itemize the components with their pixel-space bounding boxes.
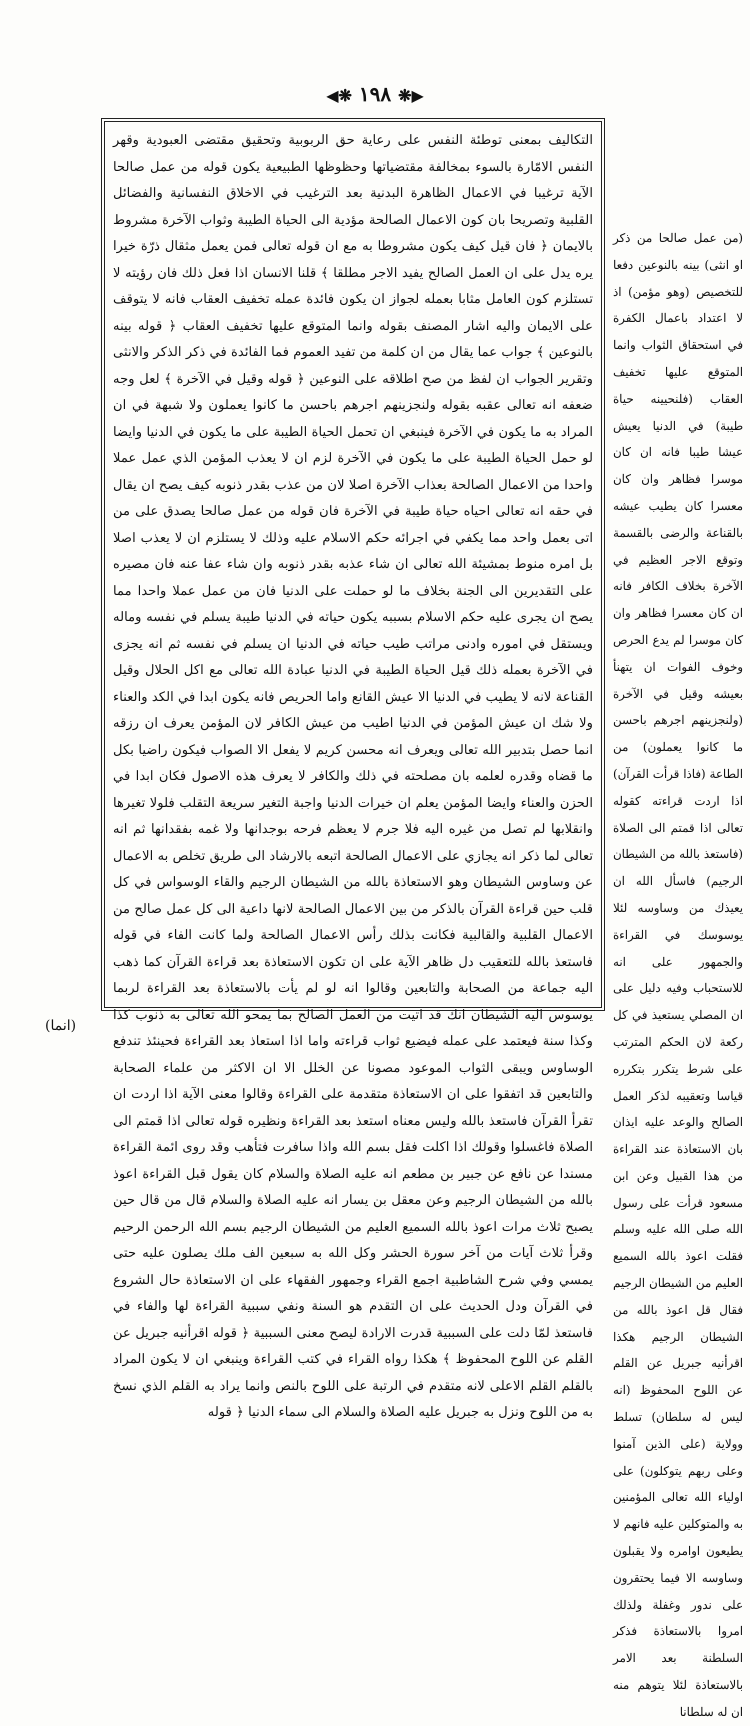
header-ornament-left: ◀❋ — [326, 86, 352, 105]
page-number: ١٩٨ — [358, 82, 392, 106]
main-commentary-text: التكاليف بمعنى توطئة النفس على رعاية حق الربوبية وتحقيق مقتضى العبودية وقهر النفس الامّارة بالسوء بمخالفة مقتضياتها وحظوظها الطبيعية يكون قوله من عمل صالحا الآية ترغيبا في الاعمال الظاهرة البدنية بعد الترغيب في الاخلاق النفسانية والفضائل القلبية وتصريحا بان كون الاعمال الصالحة مؤدية الى الحياة الطيبة وثواب الآخرة مشروط بالايمان ﴿ فان قيل كيف يكون مشروطا به مع ان قوله تعالى فمن يعمل مثقال ذرّة خيرا يره يدل على ان العمل الصالح يفيد الاجر مطلقا ﴾ قلنا الانسان اذا فعل ذلك فان رؤيته لا تستلزم كون العامل مثابا بعمله لجواز ان يكون فائدة عمله تخفيف العقاب فانه لا يتوقف على الايمان واليه اشار المصنف بقوله وانما المتوقع عليها تخفيف العقاب ﴿ قوله بينه بالنوعين ﴾ جواب عما يقال من ان كلمة من تفيد العموم فما الفائدة في ذكر الذكر والانثى وتقرير الجواب ان لفظ من صح اطلاقه على النوعين ﴿ قوله وقيل في الآخرة ﴾ لعل وجه ضعفه انه تعالى عقبه بقوله ولنجزينهم اجرهم باحسن ما كانوا يعملون ولا شبهة في ان المراد به ما يكون في الآخرة فينبغي ان تحمل الحياة الطيبة على ما يكون في الدنيا وايضا لو حمل الحياة الطيبة على ما يكون في الآخرة لزم ان لا يعذب المؤمن الذي عمل عملا واحدا من الاعمال الصالحة بعذاب الآخرة اصلا لان من عذب بقدر ذنوبه كيف يصح ان يقال في حقه انه تعالى احياه حياة طيبة في الآخرة فان قوله من عمل صالحا يصدق على من اتى بعمل واحد مما يكفي في اجرائه حكم الاسلام عليه وذلك لا يستلزم ان لا يعذب اصلا بل امره منوط بمشيئة الله تعالى ان شاء عذبه بقدر ذنوبه وان شاء عفا عنه فان مصيره على التقديرين الى الجنة بخلاف ما لو حملت على الدنيا فان من عمل عملا واحدا مما يصح ان يجرى عليه حكم الاسلام بسببه يكون حياته في الدنيا طيبة يسلم في نفسه وماله ويستقل في اموره وادنى مراتب طيب حياته في الدنيا ان يسلم في نفسه ثم انه يجزى في الآخرة بعمله ذلك قيل الحياة الطيبة في الدنيا عبادة الله تعالى مع اكل الحلال وقيل القناعة لانه لا يطيب في الدنيا الا عيش القانع واما الحريص فانه يكون ابدا في الكد والعناء ولا شك ان عيش المؤمن في الدنيا اطيب من عيش الكافر لان المؤمن يعرف ان رزقه انما حصل بتدبير الله تعالى ويعرف انه محسن كريم لا يفعل الا الصواب فيكون راضيا بكل ما قضاه وقدره لعلمه بان مصلحته في ذلك والكافر لا يعرف هذه الاصول فكان ابدا في الحزن والعناء وايضا المؤمن يعلم ان خيرات الدنيا واجبة التغير سريعة التقلب فلولا تغيرها وانقلابها لم تصل من غيره اليه فلا جرم لا يعظم فرحه بوجدانها ولا غمه بفقدانها ثم انه تعالى لما ذكر انه يجازي على الاعمال الصالحة اتبعه بالارشاد الى طريق تخلص به الاعمال عن وساوس الشيطان وهو الاستعاذة بالله من الشيطان الرجيم والقاء الوسواس في كل قلب حين قراءة القرآن بالذكر من بين الاعمال الصالحة لانها داعية الى كل عمل صالح من الاعمال القلبية والقالبية فكانت بذلك رأس الاعمال الصالحة ولما كانت الفاء في قوله فاستعذ بالله للتعقيب دل ظاهر الآية على ان تكون الاستعاذة بعد قراءة القرآن كما ذهب اليه جماعة من الصحابة والتابعين وقالوا انه لو لم يأت بالاستعاذة بعد القراءة لربما يوسوس اليه الشيطان انك قد اتيت من العمل الصالح بما يمحو الله تعالى به ذنوب كذا وكذا سنة فيعتمد على عمله فيضيع ثواب قراءته واما اذا استعاذ بعد القراءة فحينئذ تندفع الوساوس ويبقى الثواب الموعود مصونا عن الخلل الا ان الاكثر من علماء الصحابة والتابعين قد اتفقوا على ان الاستعاذة متقدمة على القراءة وقالوا معنى الآية اذا اردت ان تقرأ القرآن فاستعذ بالله وليس معناه استعذ بعد القراءة ونظيره قوله تعالى اذا قمتم الى الصلاة فاغسلوا وقولك اذا اكلت فقل بسم الله واذا سافرت فتأهب وقد روى ائمة القراءة مسندا عن نافع عن جبير بن مطعم انه عليه الصلاة والسلام كان يقول قبل القراءة اعوذ بالله من الشيطان الرجيم وعن معقل بن يسار انه عليه الصلاة والسلام قال من قال حين يصبح ثلاث مرات اعوذ بالله السميع العليم من الشيطان الرجيم بسم الله الرحمن الرحيم وقرأ ثلاث آيات من آخر سورة الحشر وكل الله به سبعين الف ملك يصلون عليه حتى يمسي وفي شرح الشاطبية اجمع القراء وجمهور الفقهاء على ان الاستعاذة حال الشروع في القرآن ودل الحديث على ان التقدم هو السنة ونفي سببية القراءة لها والفاء في فاستعذ لمّا دلت على السببية قدرت الارادة ليصح معنى السببية ﴿ قوله اقرأنيه جبريل عن القلم عن اللوح المحفوظ ﴾ هكذا رواه القراء في كتب القراءة وينبغي ان لا يكون المراد بالقلم القلم الاعلى لانه متقدم في الرتبة على اللوح بالنص وانما يراد به القلم الذي نسخ به من اللوح ونزل به جبريل عليه الصلاة والسلام الى سماء الدنيا ﴿ قوله — [113, 133, 593, 1420]
margin-tafsir-text: (من عمل صالحا من ذكر او انثى) بينه بالنوعين دفعا للتخصيص (وهو مؤمن) اذ لا اعتداد باعمال الكفرة في استحقاق الثواب وانما المتوقع عليها تخفيف العقاب (فلنحيينه حياة طيبة) في الدنيا يعيش عيشا طيبا فانه ان كان موسرا فظاهر وان كان معسرا كان يطيب عيشه بالقناعة والرضى بالقسمة وتوقع الاجر العظيم في الآخرة بخلاف الكافر فانه ان كان معسرا فظاهر وان كان موسرا لم يدع الحرص وخوف الفوات ان يتهنأ بعيشه وقيل في الآخرة (ولنجزينهم اجرهم باحسن ما كانوا يعملون) من الطاعة (فاذا قرأت القرآن) اذا اردت قراءته كقوله تعالى اذا قمتم الى الصلاة (فاستعذ بالله من الشيطان الرجيم) فاسأل الله ان يعيذك من وساوسه لئلا يوسوسك في القراءة والجمهور على انه للاستحباب وفيه دليل على ان المصلي يستعيذ في كل ركعة لان الحكم المترتب على شرط يتكرر بتكرره قياسا وتعقيبه لذكر العمل الصالح والوعد عليه ايذان بان الاستعاذة عند القراءة من هذا القبيل وعن ابن مسعود قرأت على رسول الله صلى الله عليه وسلم فقلت اعوذ بالله السميع العليم من الشيطان الرجيم فقال قل اعوذ بالله من الشيطان الرجيم هكذا اقرأنيه جبريل عن القلم عن اللوح المحفوظ (انه ليس له سلطان) تسلط وولاية (على الذين آمنوا وعلى ربهم يتوكلون) على اولياء الله تعالى المؤمنين به والمتوكلين عليه فانهم لا يطيعون اوامره ولا يقبلون وساوسه الا فيما يحتقرون على ندور وغفلة ولذلك امروا بالاستعاذة فذكر السلطنة بعد الامر بالاستعاذة لئلا يتوهم منه ان له سلطانا — [613, 231, 743, 1719]
page-header — [0, 82, 750, 106]
margin-column — [613, 225, 743, 1719]
main-text-frame — [101, 118, 605, 1420]
catchword: (انما) — [45, 1018, 77, 1034]
header-ornament-right: ❋▶ — [398, 86, 424, 105]
